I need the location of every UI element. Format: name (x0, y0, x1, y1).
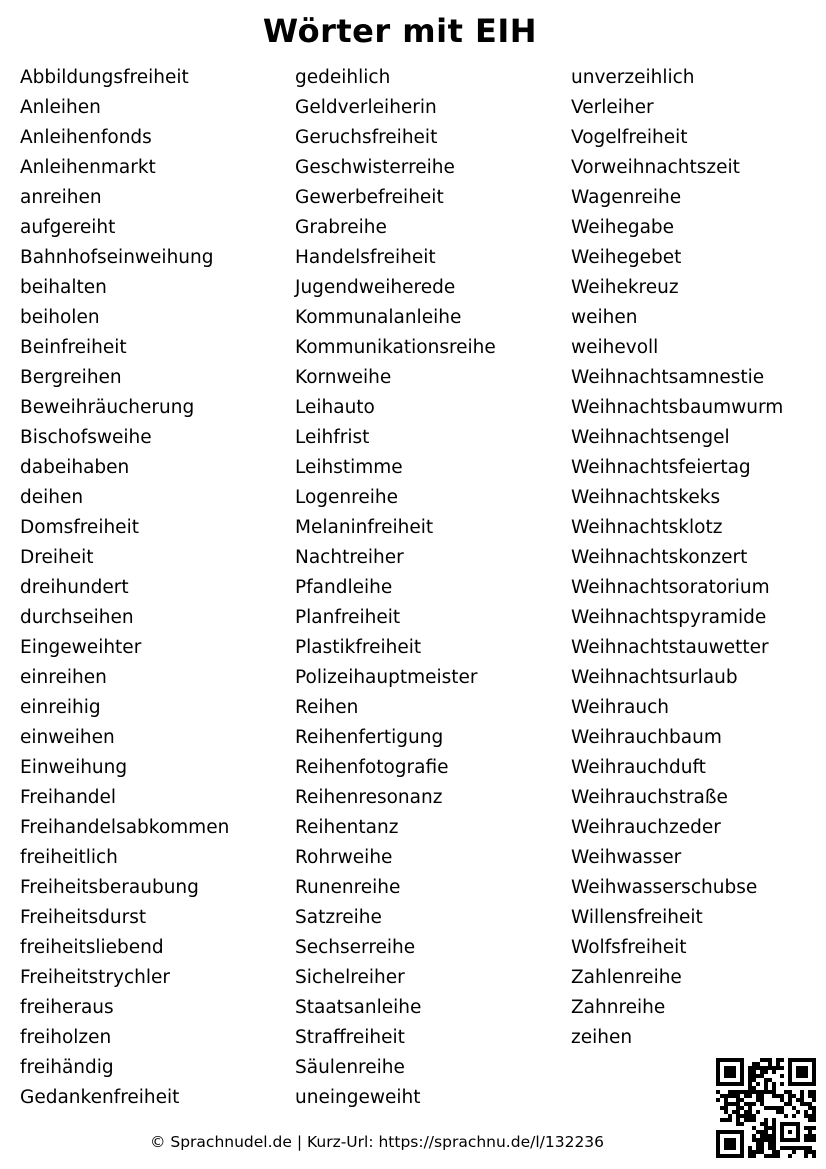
word-item: Anleihen (20, 97, 101, 118)
word-item: Beinfreiheit (20, 337, 127, 358)
word-item: Freihandelsabkommen (20, 817, 230, 838)
word-item: Weihnachtsurlaub (571, 667, 738, 688)
word-item: Runenreihe (295, 877, 401, 898)
word-item: weihevoll (571, 337, 659, 358)
word-item: aufgereiht (20, 217, 116, 238)
word-item: Reihen (295, 697, 359, 718)
word-item: Säulenreihe (295, 1057, 405, 1078)
word-item: Polizeihauptmeister (295, 667, 478, 688)
word-item: anreihen (20, 187, 102, 208)
word-item: weihen (571, 307, 638, 328)
word-item: Weihnachtsamnestie (571, 367, 765, 388)
word-item: Melaninfreiheit (295, 517, 434, 538)
word-item: Geschwisterreihe (295, 157, 455, 178)
qr-code-icon (716, 1058, 816, 1158)
word-item: Kommunalanleihe (295, 307, 462, 328)
word-item: Jugendweiherede (295, 277, 456, 298)
word-item: Satzreihe (295, 907, 382, 928)
word-item: deihen (20, 487, 84, 508)
word-item: Pfandleihe (295, 577, 393, 598)
word-item: beiholen (20, 307, 100, 328)
word-item: Straffreiheit (295, 1027, 405, 1048)
word-item: Bahnhofseinweihung (20, 247, 214, 268)
word-item: Plastikfreiheit (295, 637, 422, 658)
word-item: Freiheitstrychler (20, 967, 170, 988)
word-item: freiheitsliebend (20, 937, 164, 958)
word-item: Geldverleiherin (295, 97, 437, 118)
word-item: Weihrauch (571, 697, 670, 718)
word-item: Gewerbefreiheit (295, 187, 444, 208)
word-item: Logenreihe (295, 487, 398, 508)
word-item: Weihnachtsklotz (571, 517, 723, 538)
word-item: Grabreihe (295, 217, 387, 238)
word-item: freiheraus (20, 997, 114, 1018)
word-item: Weihegabe (571, 217, 675, 238)
word-item: Abbildungsfreiheit (20, 67, 189, 88)
word-item: freiheitlich (20, 847, 118, 868)
word-item: Leihfrist (295, 427, 370, 448)
word-item: Weihnachtskeks (571, 487, 721, 508)
word-item: Kommunikationsreihe (295, 337, 496, 358)
word-item: Einweihung (20, 757, 128, 778)
word-item: durchseihen (20, 607, 134, 628)
word-item: dreihundert (20, 577, 129, 598)
word-item: Eingeweihter (20, 637, 142, 658)
word-column-3 (571, 65, 783, 1055)
word-item: Weihnachtsengel (571, 427, 730, 448)
word-item: Geruchsfreiheit (295, 127, 438, 148)
word-item: Willensfreiheit (571, 907, 703, 928)
word-item: Freiheitsberaubung (20, 877, 199, 898)
word-item: einweihen (20, 727, 115, 748)
word-item: Anleihenmarkt (20, 157, 156, 178)
word-item: Rohrweihe (295, 847, 393, 868)
word-item: Reihenresonanz (295, 787, 443, 808)
word-item: Sichelreiher (295, 967, 405, 988)
word-item: Zahnreihe (571, 997, 666, 1018)
word-item: dabeihaben (20, 457, 130, 478)
word-item: Weihnachtskonzert (571, 547, 748, 568)
word-item: Weihrauchbaum (571, 727, 722, 748)
word-item: Beweihräucherung (20, 397, 195, 418)
word-item: Bergreihen (20, 367, 122, 388)
word-item: Wolfsfreiheit (571, 937, 687, 958)
word-item: Zahlenreihe (571, 967, 682, 988)
word-item: beihalten (20, 277, 107, 298)
word-item: Vogelfreiheit (571, 127, 688, 148)
word-item: zeihen (571, 1027, 633, 1048)
word-item: Weihrauchzeder (571, 817, 721, 838)
word-item: Staatsanleihe (295, 997, 422, 1018)
word-item: Weihnachtsbaumwurm (571, 397, 784, 418)
word-item: Weihrauchstraße (571, 787, 728, 808)
word-item: Planfreiheit (295, 607, 401, 628)
word-item: Anleihenfonds (20, 127, 152, 148)
word-item: Reihentanz (295, 817, 399, 838)
word-column-2 (295, 65, 496, 1115)
word-item: Weihnachtsfeiertag (571, 457, 751, 478)
word-item: freihändig (20, 1057, 114, 1078)
word-item: Weihrauchduft (571, 757, 706, 778)
word-item: Weihnachtsoratorium (571, 577, 770, 598)
word-item: Weihnachtstauwetter (571, 637, 769, 658)
word-item: Weihwasser (571, 847, 682, 868)
word-item: Kornweihe (295, 367, 392, 388)
word-item: Leihauto (295, 397, 375, 418)
word-item: Weihegebet (571, 247, 682, 268)
word-item: Vorweihnachtszeit (571, 157, 740, 178)
word-item: Wagenreihe (571, 187, 682, 208)
word-item: gedeihlich (295, 67, 391, 88)
word-item: Sechserreihe (295, 937, 416, 958)
word-item: Bischofsweihe (20, 427, 152, 448)
word-item: Nachtreiher (295, 547, 404, 568)
word-item: Freihandel (20, 787, 117, 808)
word-item: freiholzen (20, 1027, 112, 1048)
word-item: Weihekreuz (571, 277, 679, 298)
word-item: Gedankenfreiheit (20, 1087, 180, 1108)
word-item: Verleiher (571, 97, 654, 118)
word-item: Reihenfotografie (295, 757, 449, 778)
word-column-1 (20, 65, 229, 1115)
word-item: einreihig (20, 697, 101, 718)
page-title: Wörter mit EIH (262, 12, 538, 50)
word-item: Leihstimme (295, 457, 403, 478)
word-item: Dreiheit (20, 547, 94, 568)
word-item: Domsfreiheit (20, 517, 139, 538)
word-item: Handelsfreiheit (295, 247, 436, 268)
footer-credit: © Sprachnudel.de | Kurz-Url: https://sprachnu.de/l/132236 (149, 1133, 605, 1151)
word-item: uneingeweiht (295, 1087, 421, 1108)
word-item: Reihenfertigung (295, 727, 444, 748)
word-item: Weihwasserschubse (571, 877, 758, 898)
word-item: Weihnachtspyramide (571, 607, 767, 628)
word-item: unverzeihlich (571, 67, 695, 88)
word-item: einreihen (20, 667, 107, 688)
word-item: Freiheitsdurst (20, 907, 147, 928)
